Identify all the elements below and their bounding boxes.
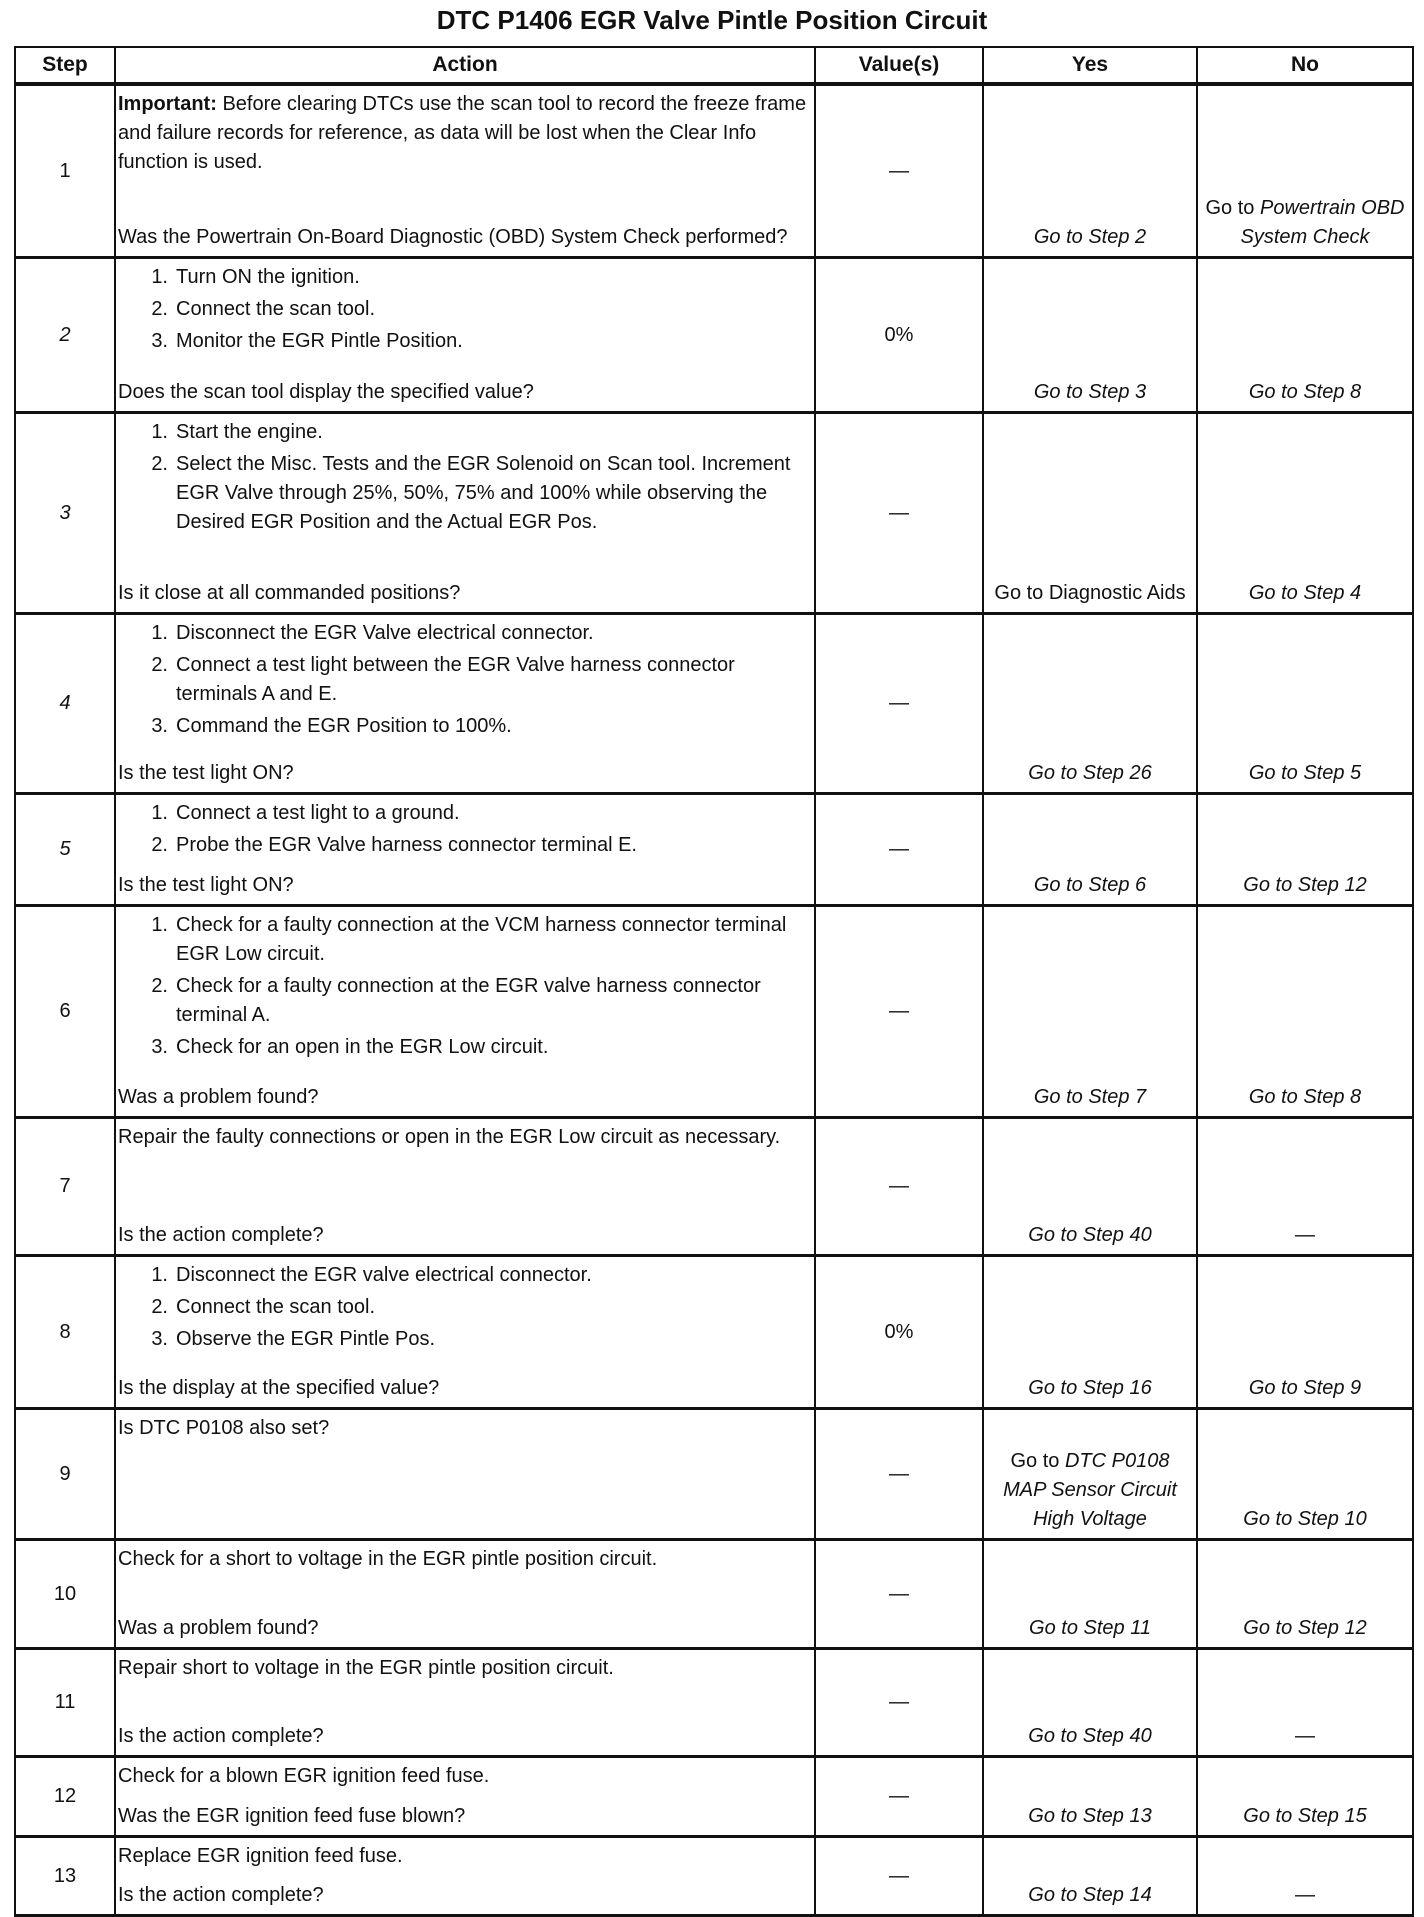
step-number: 9 xyxy=(15,1409,115,1540)
no-link-text: Go to Step 9 xyxy=(1248,1377,1362,1399)
value-cell: — xyxy=(815,413,983,614)
value-cell: — xyxy=(815,84,983,258)
value-cell: — xyxy=(815,1837,983,1916)
action-step-item xyxy=(118,799,810,828)
table-row xyxy=(15,413,1413,614)
table-row xyxy=(15,614,1413,794)
no-cell xyxy=(1197,1540,1413,1649)
action-instructions xyxy=(118,418,810,540)
value-cell: 0% xyxy=(815,1256,983,1409)
action-step-item xyxy=(118,619,810,648)
action-instructions xyxy=(118,619,810,744)
action-text xyxy=(118,90,810,177)
no-link-text: Go to Step 8 xyxy=(1248,381,1362,403)
action-content xyxy=(118,1261,810,1403)
step-number: 3 xyxy=(15,413,115,614)
yes-link-text: Go to Step 40 xyxy=(1028,1224,1152,1246)
item-number: 2. xyxy=(151,453,168,475)
value-cell: — xyxy=(815,1649,983,1757)
action-text-content: Replace EGR ignition feed fuse. xyxy=(118,1845,403,1867)
diagnostic-table xyxy=(14,46,1414,1917)
action-instructions xyxy=(118,1414,810,1443)
no-link-text: Go to Step 12 xyxy=(1243,874,1367,896)
yes-link-text: Go to Step 11 xyxy=(1029,1617,1151,1639)
yes-link-text: Go to Step 13 xyxy=(1028,1805,1152,1827)
step-number: 2 xyxy=(15,258,115,413)
no-text: Go to xyxy=(1205,197,1260,219)
action-content xyxy=(118,1545,810,1643)
action-cell xyxy=(115,906,815,1118)
action-content xyxy=(118,1654,810,1751)
action-instructions xyxy=(118,911,810,1065)
action-step-item xyxy=(118,712,810,741)
action-question: Is it close at all commanded positions? xyxy=(118,582,461,604)
yes-cell xyxy=(983,258,1197,413)
item-number: 3. xyxy=(151,1036,168,1058)
action-question: Was the Powertrain On-Board Diagnostic (OBD) System Check performed? xyxy=(118,226,788,248)
action-content xyxy=(118,90,810,252)
item-text: Select the Misc. Tests and the EGR Solenoid on Scan tool. Increment EGR Valve through 25%, 50%, 75% and 100% while observing the Desired EGR Position and the Actual EGR Pos. xyxy=(176,453,791,533)
no-link-text: Go to Step 4 xyxy=(1248,582,1362,604)
action-content xyxy=(118,263,810,407)
no-text: — xyxy=(1295,1224,1315,1246)
action-question: Is the action complete? xyxy=(118,1884,324,1906)
item-text: Connect the scan tool. xyxy=(176,298,376,320)
action-step-item xyxy=(118,831,810,860)
step-number: 6 xyxy=(15,906,115,1118)
action-content xyxy=(118,1842,810,1910)
yes-cell xyxy=(983,1540,1197,1649)
action-question: Does the scan tool display the specified value? xyxy=(118,381,534,403)
table-row xyxy=(15,1409,1413,1540)
item-text: Command the EGR Position to 100%. xyxy=(176,715,512,737)
action-cell xyxy=(115,614,815,794)
action-text-content: Is DTC P0108 also set? xyxy=(118,1417,330,1439)
no-cell xyxy=(1197,794,1413,906)
no-cell xyxy=(1197,258,1413,413)
no-cell xyxy=(1197,1409,1413,1540)
item-text: Start the engine. xyxy=(176,421,323,443)
step-number: 13 xyxy=(15,1837,115,1916)
step-number: 12 xyxy=(15,1757,115,1837)
item-text: Check for a faulty connection at the VCM harness connector terminal EGR Low circuit. xyxy=(176,914,787,965)
action-cell xyxy=(115,1649,815,1757)
header-step: Step xyxy=(15,47,115,84)
table-row xyxy=(15,906,1413,1118)
action-step-item xyxy=(118,651,810,709)
yes-cell xyxy=(983,1837,1197,1916)
item-number: 2. xyxy=(151,834,168,856)
no-cell xyxy=(1197,1837,1413,1916)
action-text xyxy=(118,1842,810,1871)
step-number: 1 xyxy=(15,84,115,258)
yes-link-text: Go to Step 16 xyxy=(1028,1377,1152,1399)
no-cell xyxy=(1197,614,1413,794)
header-yes: Yes xyxy=(983,47,1197,84)
item-number: 1. xyxy=(151,266,168,288)
value-cell: — xyxy=(815,906,983,1118)
action-text-content: Repair short to voltage in the EGR pintle position circuit. xyxy=(118,1657,614,1679)
no-link-text: Go to Step 10 xyxy=(1243,1508,1367,1530)
yes-cell xyxy=(983,1118,1197,1256)
action-content xyxy=(118,911,810,1112)
action-cell xyxy=(115,258,815,413)
action-step-item xyxy=(118,263,810,292)
header-values: Value(s) xyxy=(815,47,983,84)
action-text-content: Repair the faulty connections or open in the EGR Low circuit as necessary. xyxy=(118,1126,781,1148)
table-body xyxy=(15,84,1413,1916)
yes-cell xyxy=(983,906,1197,1118)
action-instructions xyxy=(118,263,810,359)
no-link-text: Go to Step 8 xyxy=(1248,1086,1362,1108)
item-text: Probe the EGR Valve harness connector terminal E. xyxy=(176,834,637,856)
action-cell xyxy=(115,1837,815,1916)
action-text xyxy=(118,1545,810,1574)
action-step-item xyxy=(118,1033,810,1062)
action-text xyxy=(118,1762,810,1791)
item-number: 3. xyxy=(151,715,168,737)
action-instructions xyxy=(118,799,810,863)
action-step-item xyxy=(118,418,810,447)
no-link-text: Go to Step 12 xyxy=(1243,1617,1367,1639)
item-text: Disconnect the EGR Valve electrical connector. xyxy=(176,622,594,644)
action-step-item xyxy=(118,450,810,537)
item-number: 1. xyxy=(151,914,168,936)
item-number: 3. xyxy=(151,330,168,352)
action-step-item xyxy=(118,911,810,969)
no-text: — xyxy=(1295,1725,1315,1747)
item-text: Connect a test light to a ground. xyxy=(176,802,460,824)
no-cell xyxy=(1197,1256,1413,1409)
table-row xyxy=(15,1540,1413,1649)
yes-link-text: Go to Step 14 xyxy=(1028,1884,1152,1906)
no-cell xyxy=(1197,84,1413,258)
yes-cell xyxy=(983,84,1197,258)
no-text: — xyxy=(1295,1884,1315,1906)
step-number: 10 xyxy=(15,1540,115,1649)
no-link-text: Go to Step 5 xyxy=(1248,762,1362,784)
action-text xyxy=(118,1654,810,1683)
value-cell: — xyxy=(815,1757,983,1837)
item-number: 1. xyxy=(151,802,168,824)
item-number: 1. xyxy=(151,421,168,443)
yes-link-text: Go to Step 3 xyxy=(1033,381,1147,403)
action-text-content: Check for a blown EGR ignition feed fuse. xyxy=(118,1765,490,1787)
action-cell xyxy=(115,84,815,258)
action-cell xyxy=(115,1118,815,1256)
action-step-item xyxy=(118,327,810,356)
yes-link-text: Go to Step 6 xyxy=(1033,874,1147,896)
no-cell xyxy=(1197,1649,1413,1757)
action-instructions xyxy=(118,1261,810,1357)
item-text: Turn ON the ignition. xyxy=(176,266,360,288)
action-question: Was the EGR ignition feed fuse blown? xyxy=(118,1805,466,1827)
action-instructions xyxy=(118,1545,810,1574)
item-number: 2. xyxy=(151,654,168,676)
item-text: Disconnect the EGR valve electrical connector. xyxy=(176,1264,592,1286)
page-title: DTC P1406 EGR Valve Pintle Position Circuit xyxy=(436,5,988,35)
action-question: Is the test light ON? xyxy=(118,762,294,784)
action-cell xyxy=(115,1757,815,1837)
yes-link-text: Go to Step 40 xyxy=(1028,1725,1152,1747)
action-instructions xyxy=(118,90,810,177)
yes-cell xyxy=(983,794,1197,906)
no-cell xyxy=(1197,1757,1413,1837)
yes-cell xyxy=(983,1256,1197,1409)
table-row xyxy=(15,1649,1413,1757)
yes-link-text: DTC P0108 MAP Sensor Circuit High Voltage xyxy=(1003,1450,1177,1530)
yes-link-text: Go to Step 26 xyxy=(1028,762,1152,784)
action-cell xyxy=(115,413,815,614)
value-cell: — xyxy=(815,794,983,906)
value-cell: — xyxy=(815,1118,983,1256)
action-cell xyxy=(115,794,815,906)
item-text: Connect a test light between the EGR Valve harness connector terminals A and E. xyxy=(176,654,735,705)
action-content xyxy=(118,1762,810,1831)
yes-cell xyxy=(983,614,1197,794)
action-content xyxy=(118,619,810,788)
action-cell xyxy=(115,1540,815,1649)
yes-cell xyxy=(983,1757,1197,1837)
item-text: Connect the scan tool. xyxy=(176,1296,376,1318)
item-number: 2. xyxy=(151,1296,168,1318)
yes-link-text: Go to Step 2 xyxy=(1033,226,1147,248)
item-text: Check for an open in the EGR Low circuit. xyxy=(176,1036,549,1058)
step-number: 8 xyxy=(15,1256,115,1409)
table-row xyxy=(15,1118,1413,1256)
header-action: Action xyxy=(115,47,815,84)
value-cell: — xyxy=(815,1540,983,1649)
action-cell xyxy=(115,1409,815,1540)
table-row xyxy=(15,84,1413,258)
step-number: 4 xyxy=(15,614,115,794)
item-number: 1. xyxy=(151,622,168,644)
action-text xyxy=(118,1414,810,1443)
action-cell xyxy=(115,1256,815,1409)
value-cell: — xyxy=(815,1409,983,1540)
action-question: Is the display at the specified value? xyxy=(118,1377,440,1399)
action-question: Is the test light ON? xyxy=(118,874,294,896)
yes-text: Go to Diagnostic Aids xyxy=(994,582,1186,604)
yes-link-text: Go to Step 7 xyxy=(1033,1086,1147,1108)
action-instructions xyxy=(118,1123,810,1152)
action-content xyxy=(118,418,810,608)
item-text: Monitor the EGR Pintle Position. xyxy=(176,330,463,352)
action-content xyxy=(118,799,810,900)
action-question: Is the action complete? xyxy=(118,1725,324,1747)
table-row xyxy=(15,258,1413,413)
no-cell xyxy=(1197,1118,1413,1256)
yes-cell xyxy=(983,1649,1197,1757)
action-step-item xyxy=(118,1261,810,1290)
action-step-item xyxy=(118,295,810,324)
table-row xyxy=(15,1757,1413,1837)
important-label: Important: xyxy=(118,93,217,115)
action-content xyxy=(118,1123,810,1250)
step-number: 5 xyxy=(15,794,115,906)
table-row xyxy=(15,1837,1413,1916)
action-text-content: Before clearing DTCs use the scan tool to record the freeze frame and failure records for reference, as data will be lost when the Clear Info function is used. xyxy=(118,93,807,173)
value-cell: 0% xyxy=(815,258,983,413)
action-instructions xyxy=(118,1762,810,1791)
table-row xyxy=(15,794,1413,906)
yes-cell xyxy=(983,413,1197,614)
step-number: 7 xyxy=(15,1118,115,1256)
action-instructions xyxy=(118,1654,810,1683)
item-number: 1. xyxy=(151,1264,168,1286)
no-link-text: Go to Step 15 xyxy=(1243,1805,1367,1827)
action-instructions xyxy=(118,1842,810,1871)
no-cell xyxy=(1197,413,1413,614)
action-step-item xyxy=(118,1325,810,1354)
header-row xyxy=(15,47,1413,84)
item-text: Check for a faulty connection at the EGR valve harness connector terminal A. xyxy=(176,975,761,1026)
action-content xyxy=(118,1414,810,1534)
action-step-item xyxy=(118,972,810,1030)
header-no: No xyxy=(1197,47,1413,84)
yes-cell xyxy=(983,1409,1197,1540)
item-text: Observe the EGR Pintle Pos. xyxy=(176,1328,436,1350)
action-step-item xyxy=(118,1293,810,1322)
action-question: Is the action complete? xyxy=(118,1224,324,1246)
item-number: 3. xyxy=(151,1328,168,1350)
action-text-content: Check for a short to voltage in the EGR pintle position circuit. xyxy=(118,1548,658,1570)
action-question: Was a problem found? xyxy=(118,1617,319,1639)
action-question: Was a problem found? xyxy=(118,1086,319,1108)
action-text xyxy=(118,1123,810,1152)
table-row xyxy=(15,1256,1413,1409)
value-cell: — xyxy=(815,614,983,794)
step-number: 11 xyxy=(15,1649,115,1757)
item-number: 2. xyxy=(151,298,168,320)
yes-text: Go to xyxy=(1010,1450,1065,1472)
item-number: 2. xyxy=(151,975,168,997)
no-cell xyxy=(1197,906,1413,1118)
no-link-text: Powertrain OBD System Check xyxy=(1240,197,1405,248)
